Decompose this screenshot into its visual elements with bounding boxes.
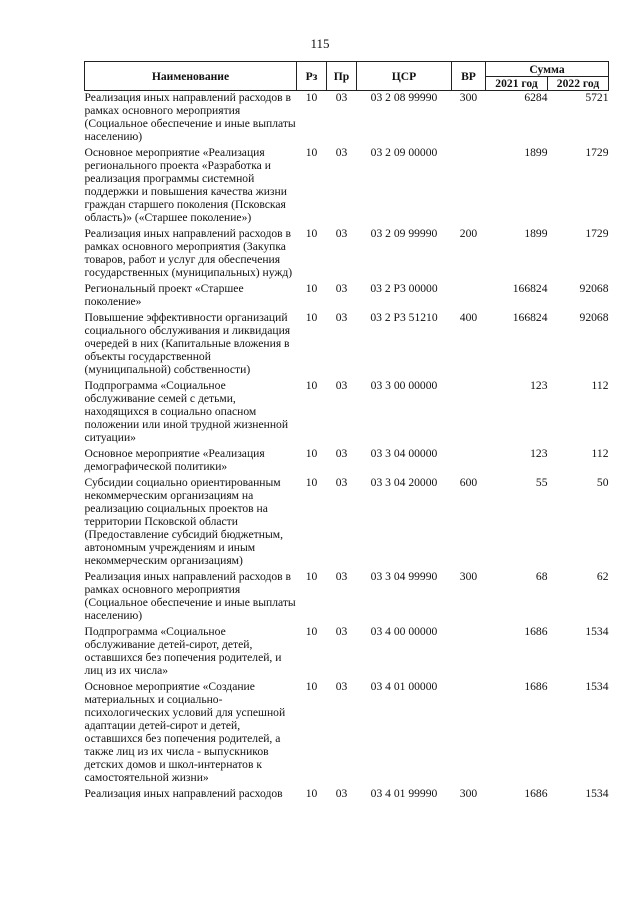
header-pr: Пр — [327, 62, 357, 91]
cell-y2: 62 — [596, 570, 609, 583]
table-row — [85, 447, 609, 476]
cell-vr: 300 — [459, 570, 478, 583]
cell-y2: 5721 — [585, 91, 609, 104]
cell-y2: 1534 — [585, 625, 609, 638]
cell-rz: 10 — [305, 447, 318, 460]
cell-csr: 03 2 P3 51210 — [370, 311, 438, 324]
cell-pr: 03 — [335, 570, 348, 583]
cell-rz: 10 — [305, 311, 318, 324]
header-rz: Рз — [297, 62, 327, 91]
cell-name: Реализация иных направлений расходов в рамках основного мероприятия (Социальное обеспечение и иные выплаты населению) — [84, 91, 296, 143]
cell-rz: 10 — [305, 625, 318, 638]
cell-y1: 166824 — [512, 311, 548, 324]
cell-y2: 92068 — [579, 311, 609, 324]
cell-y1: 6284 — [524, 91, 548, 104]
cell-y2: 112 — [591, 447, 609, 460]
cell-vr — [452, 146, 486, 227]
table-row — [85, 476, 609, 570]
cell-rz: 10 — [305, 476, 318, 489]
header-vr: ВР — [452, 62, 486, 91]
cell-pr: 03 — [335, 282, 348, 295]
cell-pr: 03 — [335, 379, 348, 392]
cell-csr: 03 4 01 99990 — [370, 787, 438, 800]
cell-vr: 200 — [459, 227, 478, 240]
table-row — [85, 146, 609, 227]
table-row — [85, 787, 609, 803]
cell-csr: 03 4 01 00000 — [370, 680, 438, 693]
cell-rz: 10 — [305, 680, 318, 693]
cell-name: Реализация иных направлений расходов в рамках основного мероприятия (Закупка товаров, работ и услуг для обеспечения государственных (муниципальных) нужд) — [84, 227, 293, 279]
cell-y1: 1899 — [524, 227, 548, 240]
cell-y2: 112 — [591, 379, 609, 392]
cell-csr: 03 2 08 99990 — [370, 91, 438, 104]
cell-csr: 03 4 00 00000 — [370, 625, 438, 638]
cell-name: Основное мероприятие «Реализация демографической политики» — [84, 447, 265, 473]
cell-y1: 166824 — [512, 282, 548, 295]
cell-name: Основное мероприятие «Реализация регионального проекта «Разработка и реализация программы системной поддержки и повышения качества жизни граждан старшего поколения (Псковская область)» («Старшее поколение») — [84, 146, 287, 224]
table-row — [85, 625, 609, 680]
header-sum: Сумма — [486, 62, 609, 77]
cell-name: Подпрограмма «Социальное обслуживание семей с детьми, находящихся в социально опасном положении или иной трудной жизненной ситуации» — [84, 379, 289, 444]
cell-name: Основное мероприятие «Создание материальных и социально-психологических условий для успешной адаптации детей-сирот и детей, оставшихся без попечения родителей, а также лиц из их числа - выпускников детских домов и школ-интернатов к самостоятельной жизни» — [84, 680, 286, 784]
cell-csr: 03 2 09 00000 — [370, 146, 438, 159]
cell-y2: 50 — [596, 476, 609, 489]
cell-vr — [452, 379, 486, 447]
cell-name: Повышение эффективности организаций социального обслуживания и ликвидация очередей в них (Капитальные вложения в объекты государственной (муниципальной) собственности) — [84, 311, 291, 376]
cell-rz: 10 — [305, 91, 318, 104]
cell-y1: 123 — [530, 379, 548, 392]
cell-csr: 03 3 04 99990 — [370, 570, 438, 583]
cell-rz: 10 — [305, 227, 318, 240]
table-row — [85, 311, 609, 379]
cell-y1: 68 — [535, 570, 548, 583]
table-row — [85, 680, 609, 787]
cell-y2: 1534 — [585, 787, 609, 800]
cell-name: Региональный проект «Старшее поколение» — [84, 282, 244, 308]
cell-rz: 10 — [305, 379, 318, 392]
cell-pr: 03 — [335, 311, 348, 324]
cell-csr: 03 3 04 00000 — [370, 447, 438, 460]
cell-y1: 1686 — [524, 787, 548, 800]
table-header-row — [85, 62, 609, 77]
cell-y2: 92068 — [579, 282, 609, 295]
cell-y2: 1534 — [585, 680, 609, 693]
table-row — [85, 227, 609, 282]
cell-y1: 55 — [535, 476, 548, 489]
cell-vr: 300 — [459, 787, 478, 800]
cell-vr: 300 — [459, 91, 478, 104]
cell-pr: 03 — [335, 476, 348, 489]
budget-table — [84, 61, 609, 803]
cell-vr — [452, 680, 486, 787]
table-body — [85, 91, 609, 804]
cell-y1: 1686 — [524, 680, 548, 693]
cell-csr: 03 2 P3 00000 — [370, 282, 438, 295]
table-row — [85, 282, 609, 311]
header-year-2022: 2022 год — [548, 77, 609, 91]
cell-vr: 400 — [459, 311, 478, 324]
cell-y2: 1729 — [585, 227, 609, 240]
cell-csr: 03 3 04 20000 — [370, 476, 438, 489]
cell-pr: 03 — [335, 91, 348, 104]
cell-y1: 123 — [530, 447, 548, 460]
page-number: 115 — [310, 36, 330, 51]
cell-csr: 03 3 00 00000 — [370, 379, 438, 392]
cell-rz: 10 — [305, 282, 318, 295]
cell-rz: 10 — [305, 146, 318, 159]
table-row — [85, 379, 609, 447]
cell-vr — [452, 625, 486, 680]
cell-pr: 03 — [335, 787, 348, 800]
cell-csr: 03 2 09 99990 — [370, 227, 438, 240]
cell-rz: 10 — [305, 787, 318, 800]
cell-y1: 1686 — [524, 625, 548, 638]
cell-name: Реализация иных направлений расходов в рамках основного мероприятия (Социальное обеспечение и иные выплаты населению) — [84, 570, 296, 622]
cell-y2: 1729 — [585, 146, 609, 159]
cell-vr — [452, 447, 486, 476]
cell-vr — [452, 282, 486, 311]
cell-vr: 600 — [459, 476, 478, 489]
header-name: Наименование — [85, 62, 297, 91]
table-row — [85, 570, 609, 625]
cell-pr: 03 — [335, 447, 348, 460]
cell-y1: 1899 — [524, 146, 548, 159]
cell-name: Реализация иных направлений расходов — [84, 787, 283, 800]
cell-name: Подпрограмма «Социальное обслуживание детей-сирот, детей, оставшихся без попечения родителей, и лиц из их числа» — [84, 625, 282, 677]
cell-pr: 03 — [335, 625, 348, 638]
cell-pr: 03 — [335, 227, 348, 240]
header-year-2021: 2021 год — [486, 77, 548, 91]
cell-pr: 03 — [335, 680, 348, 693]
cell-rz: 10 — [305, 570, 318, 583]
header-csr: ЦСР — [357, 62, 452, 91]
cell-pr: 03 — [335, 146, 348, 159]
table-row — [85, 91, 609, 147]
cell-name: Субсидии социально ориентированным некоммерческим организациям на реализацию социальных проектов на территории Псковской области (Предоставление субсидий бюджетным, автономным учреждениям и иным некоммерческим организациям) — [84, 476, 283, 567]
